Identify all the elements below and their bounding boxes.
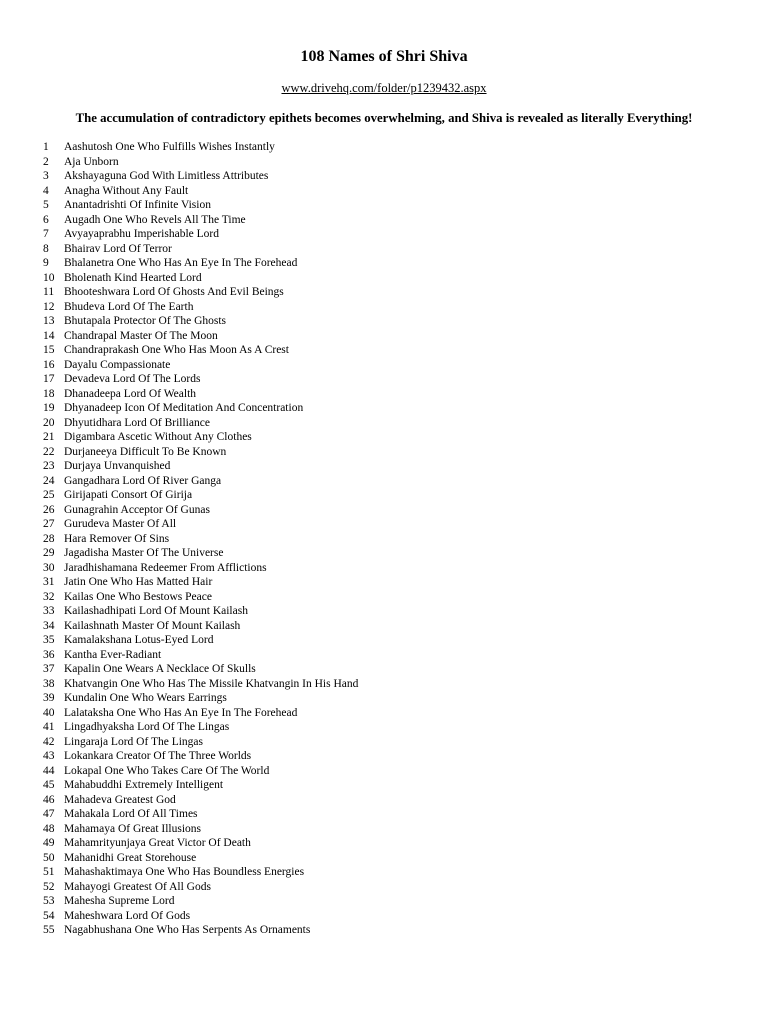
list-item <box>43 256 743 271</box>
source-link[interactable]: www.drivehq.com/folder/p1239432.aspx <box>281 81 487 95</box>
item-text: Kantha Ever-Radiant <box>64 648 162 661</box>
list-item <box>43 691 743 706</box>
item-number: 45 <box>43 779 55 791</box>
item-number: 26 <box>43 503 55 516</box>
list-item <box>43 865 743 880</box>
list-item <box>43 213 743 228</box>
item-text: Dhyanadeep Icon Of Meditation And Concentration <box>64 402 304 414</box>
item-text: Mahesha Supreme Lord <box>64 895 175 907</box>
list-item <box>43 677 743 692</box>
item-number: 44 <box>43 764 55 777</box>
list-item <box>43 387 743 402</box>
list-item <box>43 184 743 199</box>
item-text: Nagabhushana One Who Has Serpents As Ornaments <box>64 924 311 936</box>
item-text: Digambara Ascetic Without Any Clothes <box>64 431 252 443</box>
list-item <box>43 314 743 329</box>
list-item <box>43 764 743 779</box>
item-text: Anagha Without Any Fault <box>64 184 189 197</box>
item-number: 34 <box>43 619 55 632</box>
item-text: Hara Remover Of Sins <box>64 532 170 545</box>
list-item <box>43 155 743 170</box>
item-text: Bhairav Lord Of Terror <box>64 242 172 255</box>
item-number: 25 <box>43 489 55 501</box>
item-text: Mahakala Lord Of All Times <box>64 808 198 820</box>
item-number: 14 <box>43 329 55 342</box>
list-item <box>43 517 743 532</box>
item-number: 11 <box>43 286 55 298</box>
item-text: Bhudeva Lord Of The Earth <box>64 300 194 313</box>
item-number: 35 <box>43 634 55 646</box>
item-text: Dhanadeepa Lord Of Wealth <box>64 387 197 400</box>
item-text: Aashutosh One Who Fulfills Wishes Instantly <box>64 141 275 153</box>
list-item <box>43 880 743 895</box>
item-text: Kamalakshana Lotus-Eyed Lord <box>64 634 214 646</box>
item-text: Maheshwara Lord Of Gods <box>64 909 191 922</box>
list-item <box>43 358 743 373</box>
item-text: Bhutapala Protector Of The Ghosts <box>64 315 227 327</box>
item-number: 4 <box>43 184 49 197</box>
intro-text: The accumulation of contradictory epithets becomes overwhelming, and Shiva is revealed as literally Everything! <box>75 111 693 125</box>
item-text: Mahamaya Of Great Illusions <box>64 822 202 835</box>
list-item <box>43 822 743 837</box>
item-text: Akshayaguna God With Limitless Attributes <box>64 170 269 182</box>
item-number: 33 <box>43 605 55 617</box>
item-text: Mahamrityunjaya Great Victor Of Death <box>64 837 251 849</box>
list-item <box>43 271 743 286</box>
item-number: 21 <box>43 431 55 443</box>
item-number: 38 <box>43 677 55 690</box>
list-item <box>43 532 743 547</box>
item-text: Gurudeva Master Of All <box>64 518 177 530</box>
list-item <box>43 198 743 213</box>
list-item <box>43 430 743 445</box>
list-item <box>43 793 743 808</box>
list-item <box>43 445 743 460</box>
list-item <box>43 749 743 764</box>
list-item <box>43 923 743 938</box>
list-item <box>43 633 743 648</box>
item-number: 43 <box>43 750 55 762</box>
list-item <box>43 561 743 576</box>
list-item <box>43 836 743 851</box>
item-text: Bhooteshwara Lord Of Ghosts And Evil Beings <box>64 286 284 298</box>
list-item <box>43 300 743 315</box>
item-number: 47 <box>43 808 55 820</box>
item-text: Mahadeva Greatest God <box>64 793 176 806</box>
item-number: 7 <box>43 228 49 240</box>
item-text: Girijapati Consort Of Girija <box>64 489 193 501</box>
document-title: 108 Names of Shri Shiva <box>300 48 468 65</box>
item-text: Lokankara Creator Of The Three Worlds <box>64 750 252 762</box>
item-number: 1 <box>43 141 49 153</box>
item-number: 5 <box>43 199 49 211</box>
list-item <box>43 706 743 721</box>
item-text: Chandrapal Master Of The Moon <box>64 329 218 342</box>
item-text: Mahanidhi Great Storehouse <box>64 851 197 864</box>
item-number: 23 <box>43 460 55 472</box>
item-number: 31 <box>43 576 55 588</box>
item-text: Aja Unborn <box>64 155 119 168</box>
list-item <box>43 909 743 924</box>
list-item <box>43 242 743 257</box>
list-item <box>43 343 743 358</box>
list-item <box>43 503 743 518</box>
item-number: 13 <box>43 315 55 327</box>
item-number: 17 <box>43 373 55 385</box>
item-number: 49 <box>43 837 55 849</box>
item-number: 48 <box>43 822 55 835</box>
item-text: Jatin One Who Has Matted Hair <box>64 576 213 588</box>
list-item <box>43 474 743 489</box>
list-item <box>43 851 743 866</box>
list-item <box>43 720 743 735</box>
list-item <box>43 401 743 416</box>
item-number: 3 <box>43 170 49 182</box>
item-number: 2 <box>43 155 49 168</box>
item-number: 12 <box>43 300 55 313</box>
list-item <box>43 735 743 750</box>
item-text: Lokapal One Who Takes Care Of The World <box>64 764 270 777</box>
list-item <box>43 648 743 663</box>
item-number: 9 <box>43 257 49 269</box>
list-item <box>43 459 743 474</box>
item-text: Jagadisha Master Of The Universe <box>64 547 224 559</box>
item-number: 55 <box>43 924 55 936</box>
item-text: Chandraprakash One Who Has Moon As A Crest <box>64 344 289 356</box>
item-text: Kailashnath Master Of Mount Kailash <box>64 619 241 632</box>
item-number: 36 <box>43 648 55 661</box>
item-text: Mahayogi Greatest Of All Gods <box>64 880 211 893</box>
item-number: 39 <box>43 692 55 704</box>
item-text: Jaradhishamana Redeemer From Afflictions <box>64 561 267 574</box>
item-text: Durjaneeya Difficult To Be Known <box>64 445 227 458</box>
list-item <box>43 488 743 503</box>
list-item <box>43 575 743 590</box>
item-number: 20 <box>43 416 55 429</box>
item-text: Lingadhyaksha Lord Of The Lingas <box>64 721 230 733</box>
item-number: 41 <box>43 721 55 733</box>
item-number: 18 <box>43 387 55 400</box>
list-item <box>43 372 743 387</box>
list-item <box>43 416 743 431</box>
item-number: 15 <box>43 344 55 356</box>
item-text: Mahashaktimaya One Who Has Boundless Energies <box>64 866 305 878</box>
item-number: 28 <box>43 532 55 545</box>
list-item <box>43 546 743 561</box>
source-link-line <box>0 80 768 96</box>
list-item <box>43 329 743 344</box>
item-text: Avyayaprabhu Imperishable Lord <box>64 228 219 240</box>
list-item <box>43 285 743 300</box>
list-item <box>43 894 743 909</box>
item-text: Anantadrishti Of Infinite Vision <box>64 199 211 211</box>
item-text: Bhalanetra One Who Has An Eye In The Forehead <box>64 257 298 269</box>
item-text: Lalataksha One Who Has An Eye In The Forehead <box>64 706 298 719</box>
item-number: 30 <box>43 561 55 574</box>
item-number: 16 <box>43 358 55 371</box>
list-item <box>43 227 743 242</box>
item-number: 27 <box>43 518 55 530</box>
list-item <box>43 590 743 605</box>
item-text: Augadh One Who Revels All The Time <box>64 213 246 226</box>
item-text: Khatvangin One Who Has The Missile Khatvangin In His Hand <box>64 677 359 690</box>
item-text: Gunagrahin Acceptor Of Gunas <box>64 503 210 516</box>
list-item <box>43 619 743 634</box>
item-number: 40 <box>43 706 55 719</box>
item-number: 22 <box>43 445 55 458</box>
item-text: Kapalin One Wears A Necklace Of Skulls <box>64 663 256 675</box>
item-number: 51 <box>43 866 55 878</box>
item-text: Dayalu Compassionate <box>64 358 171 371</box>
item-number: 52 <box>43 880 55 893</box>
list-item <box>43 778 743 793</box>
list-item <box>43 169 743 184</box>
item-number: 19 <box>43 402 55 414</box>
item-text: Mahabuddhi Extremely Intelligent <box>64 779 224 791</box>
item-number: 46 <box>43 793 55 806</box>
item-text: Kailashadhipati Lord Of Mount Kailash <box>64 605 248 617</box>
item-text: Kundalin One Who Wears Earrings <box>64 692 227 704</box>
item-number: 8 <box>43 242 49 255</box>
item-text: Gangadhara Lord Of River Ganga <box>64 474 222 487</box>
list-item <box>43 807 743 822</box>
item-number: 24 <box>43 474 55 487</box>
item-number: 6 <box>43 213 49 226</box>
item-number: 50 <box>43 851 55 864</box>
item-number: 32 <box>43 590 55 603</box>
list-item <box>43 140 743 155</box>
item-text: Devadeva Lord Of The Lords <box>64 373 201 385</box>
item-text: Lingaraja Lord Of The Lingas <box>64 735 204 748</box>
names-list <box>43 140 743 938</box>
item-text: Dhyutidhara Lord Of Brilliance <box>64 416 210 429</box>
item-text: Durjaya Unvanquished <box>64 460 171 472</box>
item-number: 54 <box>43 909 55 922</box>
item-number: 10 <box>43 271 55 284</box>
item-text: Bholenath Kind Hearted Lord <box>64 271 202 284</box>
list-item <box>43 662 743 677</box>
item-text: Kailas One Who Bestows Peace <box>64 590 212 603</box>
item-number: 37 <box>43 663 55 675</box>
item-number: 29 <box>43 547 55 559</box>
list-item <box>43 604 743 619</box>
item-number: 42 <box>43 735 55 748</box>
item-number: 53 <box>43 895 55 907</box>
